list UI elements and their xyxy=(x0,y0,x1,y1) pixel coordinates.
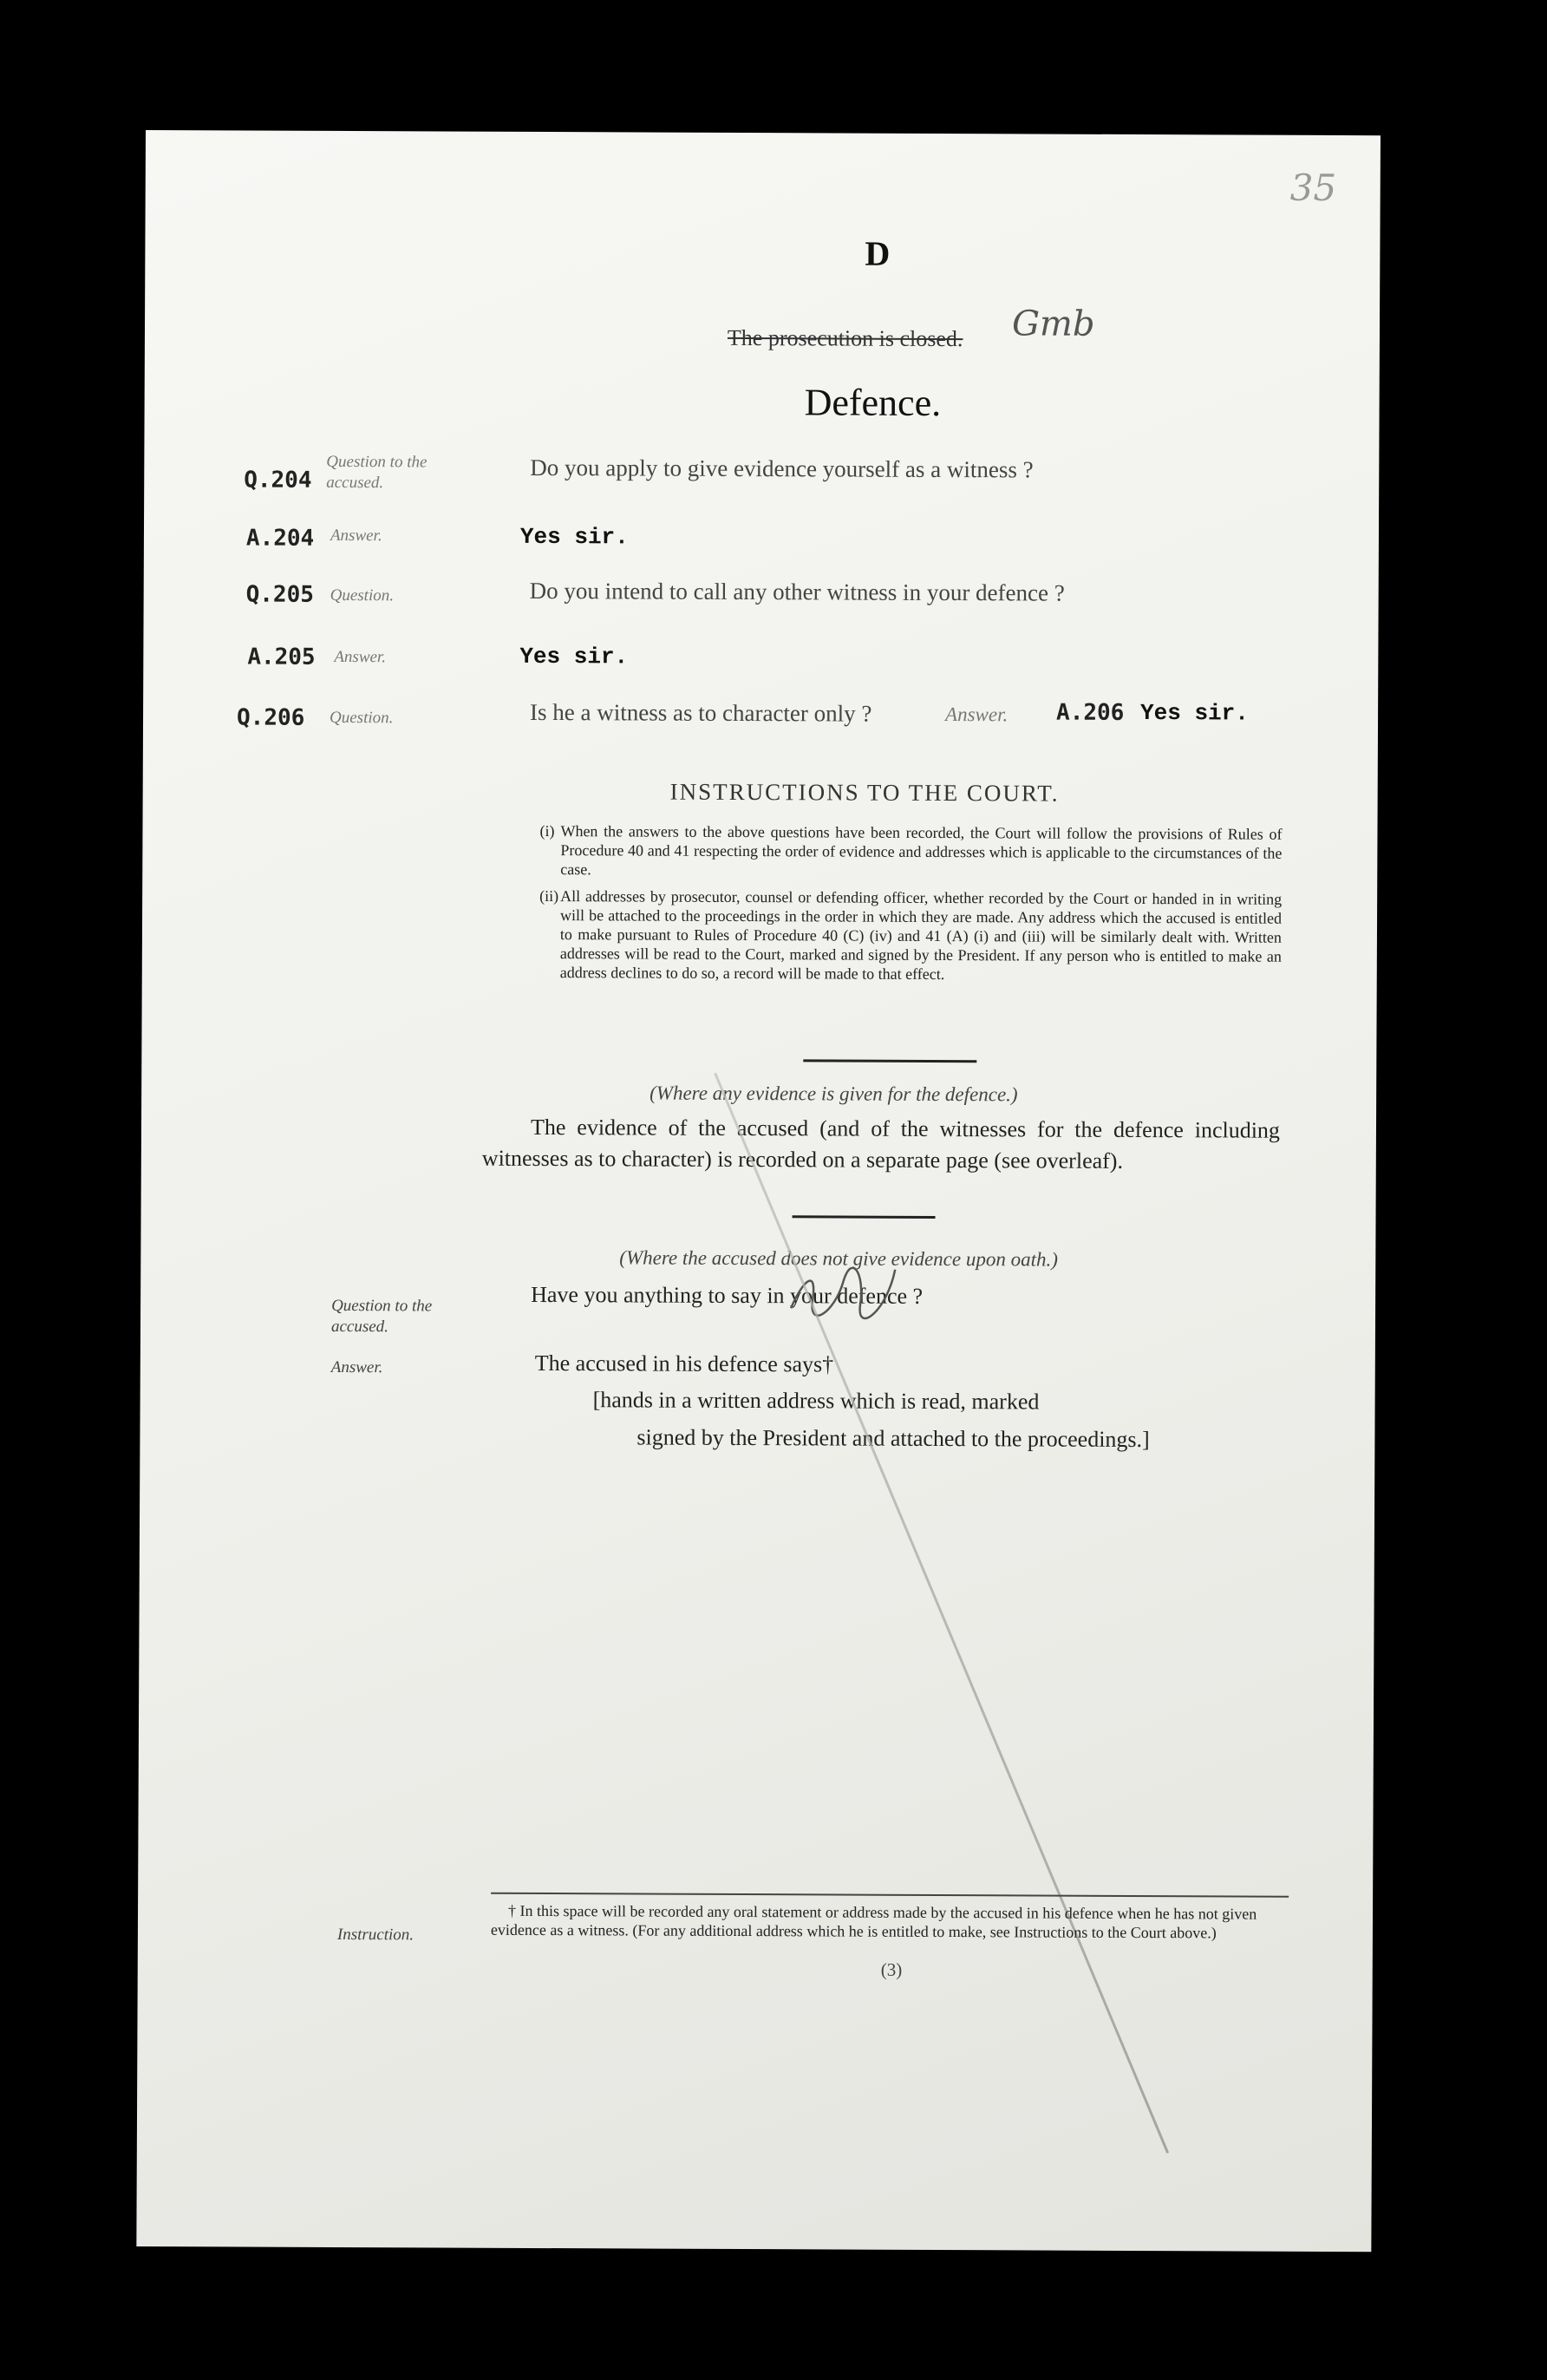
evidence-caption: (Where any evidence is given for the defence.) xyxy=(649,1082,1018,1106)
evidence-paragraph: The evidence of the accused (and of the witnesses for the defence including witnesses as to character) is recorded on a separate page (see overleaf). xyxy=(481,1114,1281,1174)
diagonal-pen-line xyxy=(714,1073,1169,2154)
page-number: (3) xyxy=(880,1958,903,1980)
answer-line: signed by the President and attached to the proceedings.] xyxy=(636,1424,1150,1453)
answer-ref: A.206 xyxy=(1056,699,1125,726)
page-title: Defence. xyxy=(804,381,942,425)
corner-page-number: 35 xyxy=(1289,166,1337,209)
question-ref: Q.206 xyxy=(236,704,305,731)
signature-mark xyxy=(782,1260,912,1322)
instruction-number: (i) xyxy=(539,821,555,840)
question-label: Question. xyxy=(330,585,395,605)
question-label: Question to the accused. xyxy=(326,452,428,493)
question-text: Have you anything to say in your defence ? xyxy=(531,1281,924,1309)
question-label: Question. xyxy=(330,708,394,728)
answer-ref: A.204 xyxy=(245,525,315,552)
answer-text: Yes sir. xyxy=(519,523,629,551)
divider xyxy=(803,1059,976,1062)
document-page xyxy=(136,130,1381,2252)
answer-line: [hands in a written address which is read, marked xyxy=(592,1387,1040,1415)
answer-label: Answer. xyxy=(334,647,387,667)
instruction-item xyxy=(539,821,1282,882)
instructions-title: INSTRUCTIONS TO THE COURT. xyxy=(669,778,1060,807)
answer-text: Yes sir. xyxy=(519,643,629,670)
question-text: Is he a witness as to character only ? xyxy=(530,698,872,727)
question-ref: Q.204 xyxy=(244,467,312,494)
section-letter: D xyxy=(865,233,891,273)
footnote: † In this space will be recorded any oral statement or address made by the accused in his defence when he has not given evidence as a witness. (For any additional address which he is entitled to make, see Instructions to the Court above.) xyxy=(490,1901,1257,1942)
answer-ref: A.205 xyxy=(247,644,316,670)
no-oath-caption: (Where the accused does not give evidence upon oath.) xyxy=(619,1246,1058,1271)
question-ref: Q.205 xyxy=(245,581,315,608)
answer-text: Yes sir. xyxy=(1140,700,1249,727)
answer-label: Answer. xyxy=(945,703,1008,726)
answer-label: Answer. xyxy=(330,526,382,546)
instruction-text: All addresses by prosecutor, counsel or defending officer, whether recorded by the Court or handed in in writing will be attached to the proceedings in the order in which they are made. Any address which the accused is entitled to make pursuant to Rules of Procedure 40 (C) (iv) and 41 (A) (i) and (iii) will be similarly dealt with. Written addresses will be read to the Court, marked and signed by the President. If any person who is entitled to make an address declines to do so, a record will be made to that effect. xyxy=(559,887,1283,984)
struck-out-line: The prosecution is closed. xyxy=(727,324,963,352)
question-text: Do you intend to call any other witness in your defence ? xyxy=(529,577,1065,606)
instruction-item xyxy=(539,886,1282,985)
divider xyxy=(793,1215,936,1219)
footer-divider xyxy=(491,1893,1289,1898)
instruction-text: When the answers to the above questions have been recorded, the Court will follow the provisions of Rules of Procedure 40 and 41 respecting the order of evidence and addresses which is applicable to the circumstances of the case. xyxy=(560,822,1283,879)
answer-label: Answer. xyxy=(330,1357,383,1377)
handwritten-initials: Gmb xyxy=(1011,304,1095,344)
question-label: Question to the accused. xyxy=(330,1296,433,1337)
question-text: Do you apply to give evidence yourself as a witness ? xyxy=(530,454,1034,483)
answer-line: The accused in his defence says† xyxy=(534,1350,834,1377)
instruction-number: (ii) xyxy=(539,886,559,906)
footer-label: Instruction. xyxy=(336,1925,414,1945)
